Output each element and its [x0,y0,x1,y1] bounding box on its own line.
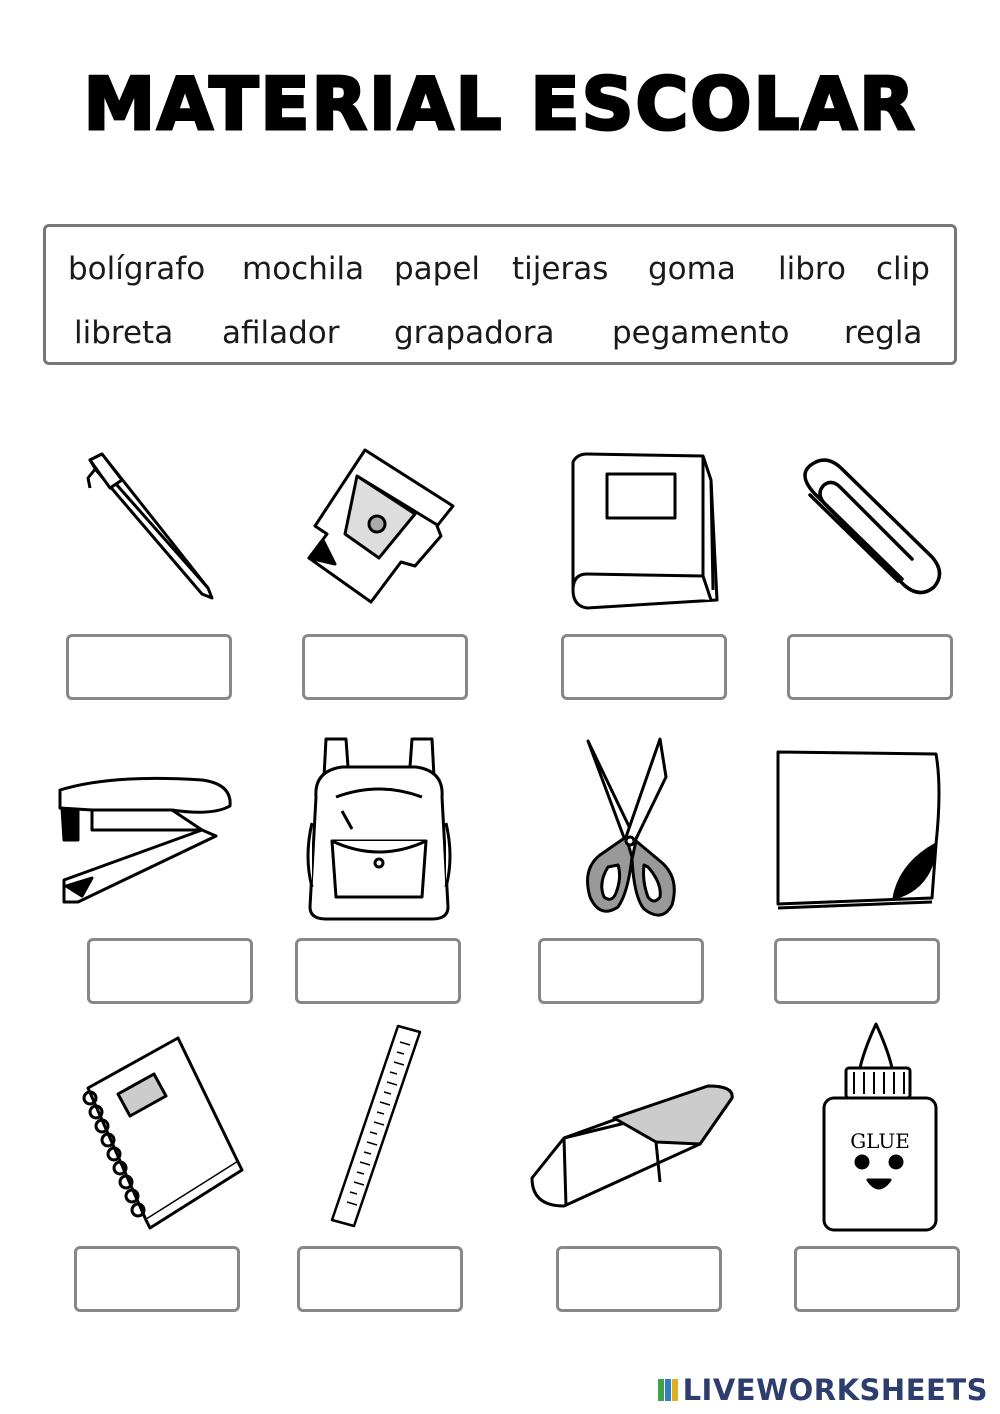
word-bank-item: bolígrafo [68,251,206,287]
answer-box[interactable] [74,1246,240,1312]
answer-box[interactable] [295,938,461,1004]
word-bank-item: papel [394,251,481,287]
liveworksheets-logo-icon [657,1377,679,1403]
brand-logo [657,1374,988,1406]
word-bank-item: libreta [74,315,174,351]
word-bank-item: libro [778,251,846,287]
glue-label: GLUE [850,1129,910,1153]
brand-name: LIVEWORKSHEETS [682,1373,988,1407]
word-bank-item: mochila [242,251,365,287]
word-bank-item: regla [844,315,923,351]
answer-box[interactable] [87,938,253,1004]
answer-box[interactable] [774,938,940,1004]
paperclip-icon [790,455,950,601]
answer-box[interactable] [787,634,953,700]
word-bank-item: clip [876,251,930,287]
sticky-note-icon [772,748,944,912]
word-bank-item: pegamento [612,315,790,351]
ruler-icon [326,1024,424,1230]
word-bank-item: goma [648,251,736,287]
scissors-icon [582,737,680,921]
sharpener-icon [305,446,457,606]
word-bank-item: tijeras [512,251,609,287]
book-icon [567,450,719,612]
answer-box[interactable] [556,1246,722,1312]
word-bank-item: afilador [222,315,340,351]
word-bank-item: grapadora [394,315,555,351]
answer-box[interactable] [794,1246,960,1312]
answer-box[interactable] [538,938,704,1004]
answer-box[interactable] [302,634,468,700]
pen-icon [80,448,220,603]
notebook-icon [74,1034,246,1230]
backpack-icon [302,737,456,921]
word-bank [43,224,957,365]
page-title: MATERIAL ESCOLAR [83,62,917,146]
answer-box[interactable] [66,634,232,700]
eraser-icon [528,1082,738,1210]
answer-box[interactable] [561,634,727,700]
stapler-icon [52,770,236,910]
glue-icon [818,1020,946,1236]
answer-box[interactable] [297,1246,463,1312]
